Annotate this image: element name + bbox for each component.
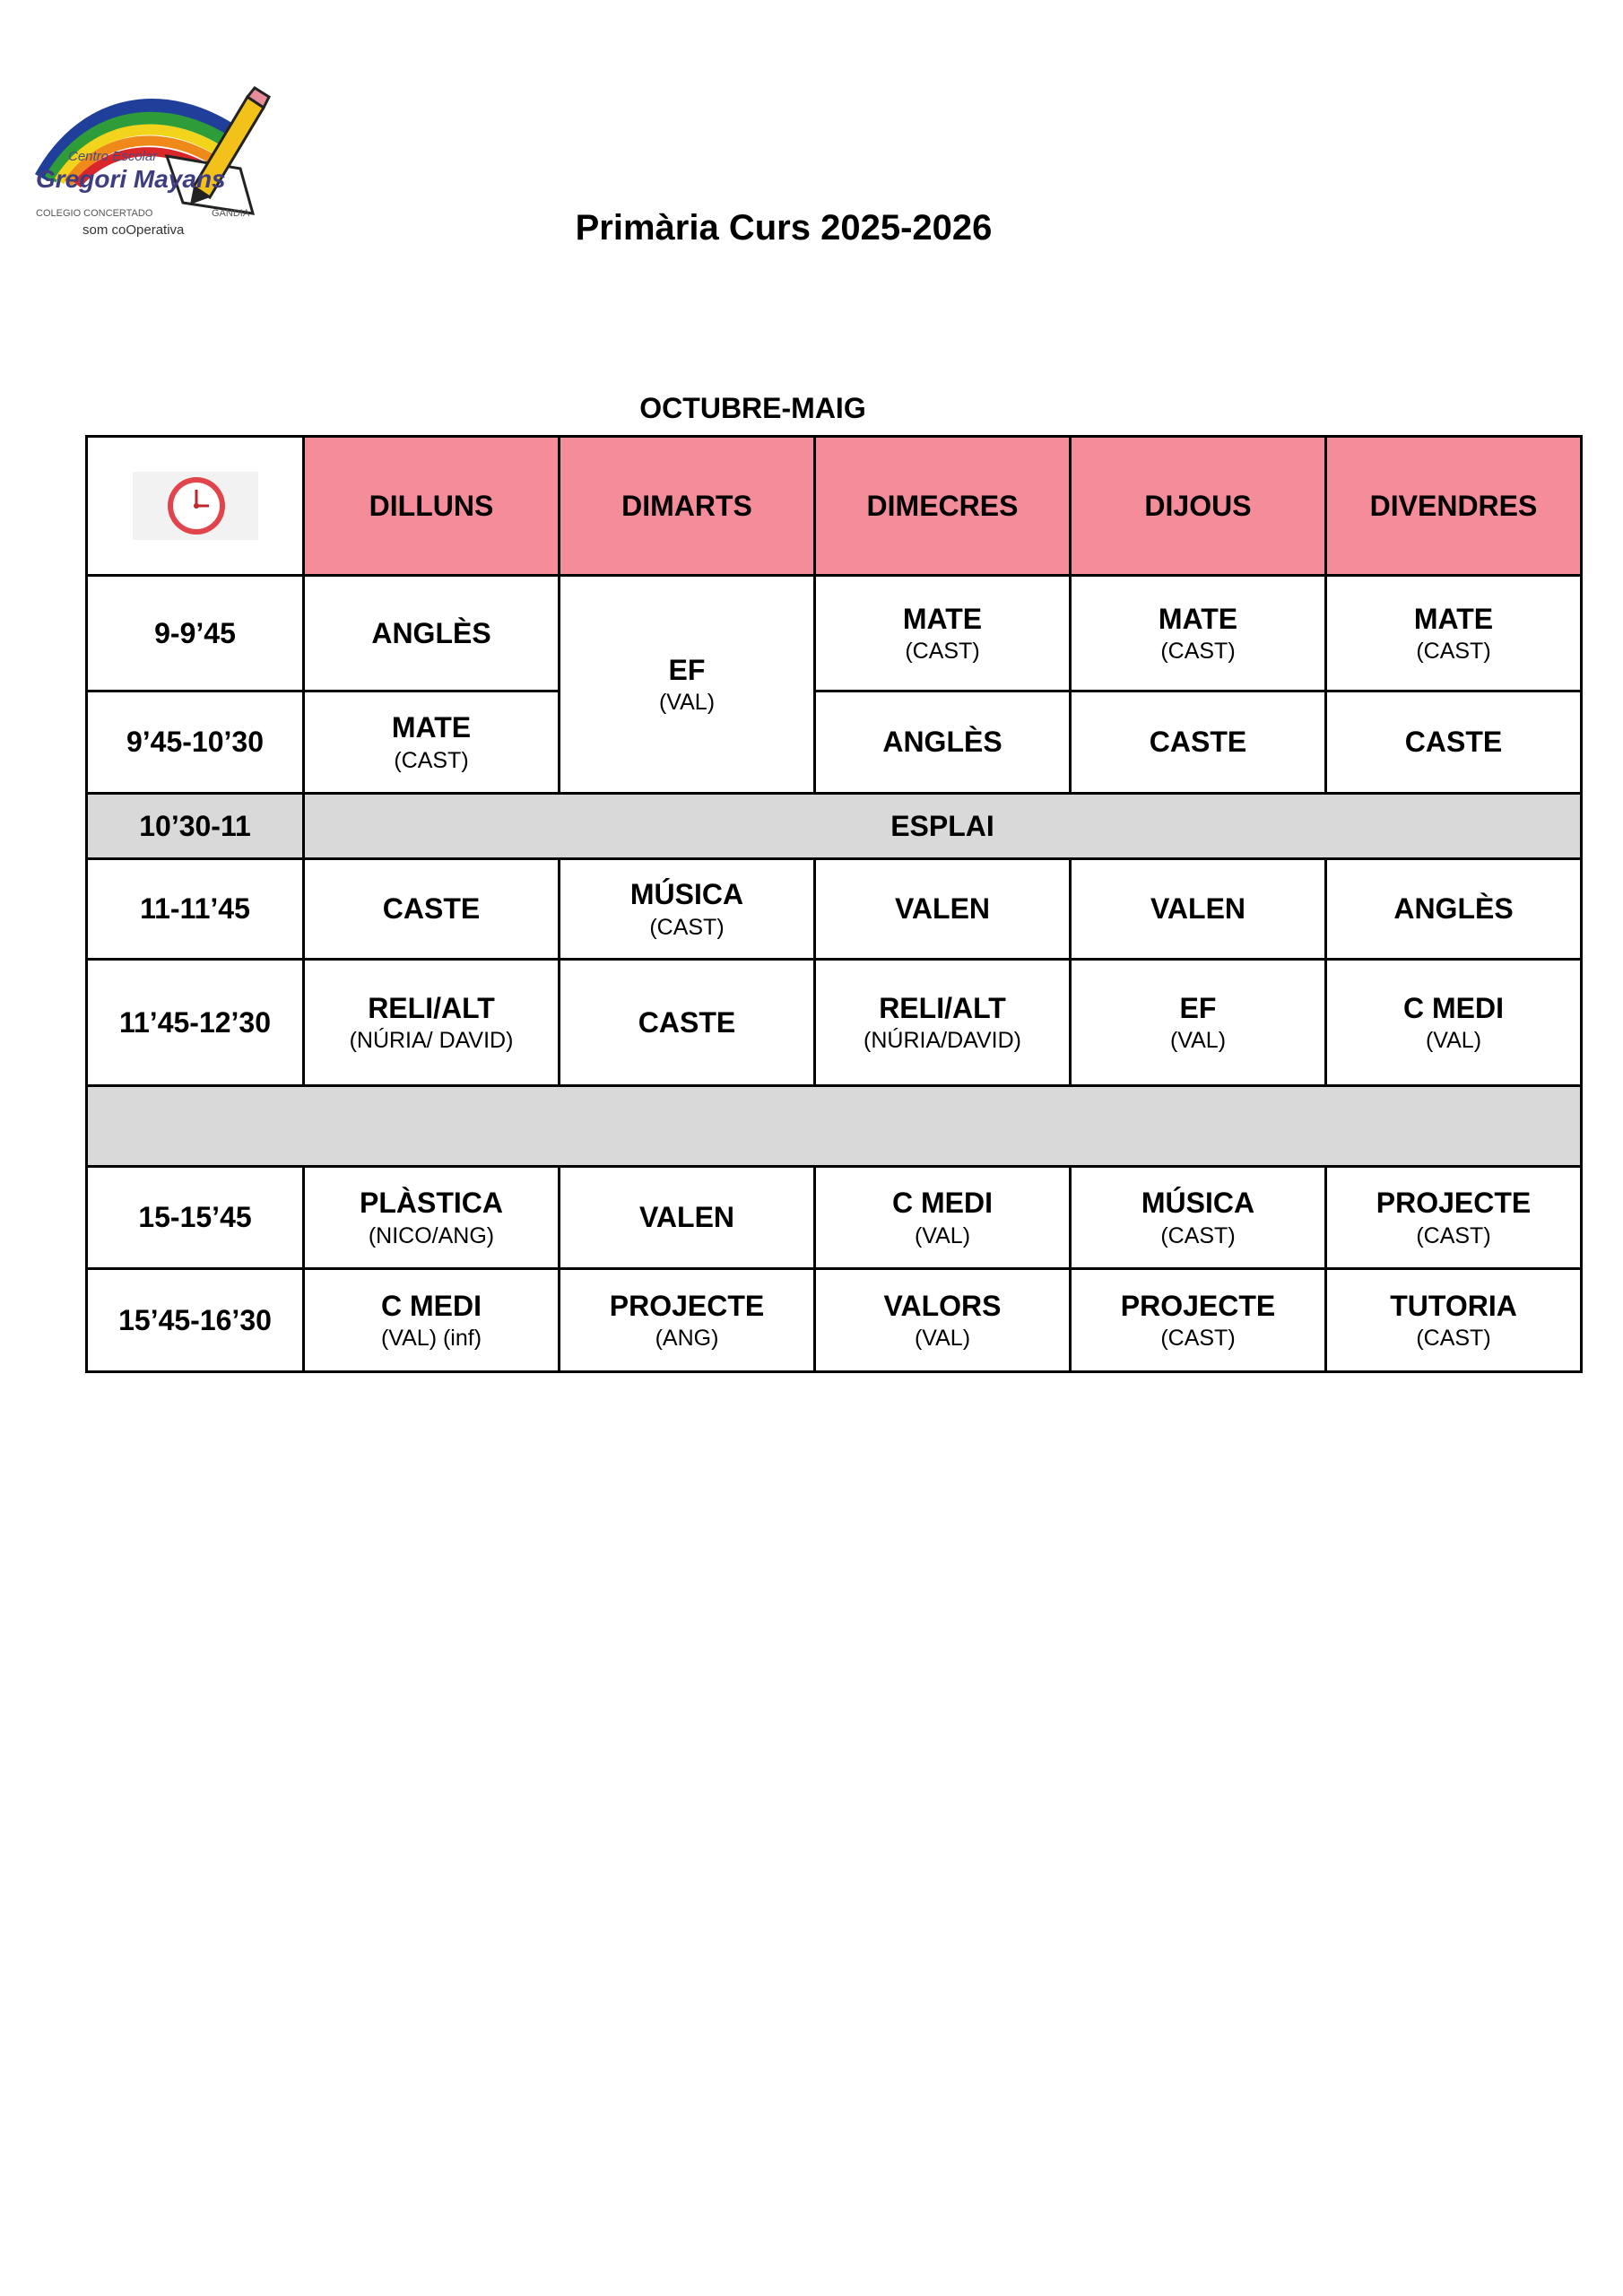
day-header-friday: DIVENDRES: [1326, 437, 1582, 576]
subject-note: (CAST): [1160, 1326, 1236, 1352]
lesson-cell: [1071, 1167, 1326, 1269]
lesson-cell: [1071, 691, 1326, 794]
subject-note: (CAST): [1160, 1222, 1236, 1248]
subject: CASTE: [638, 1005, 736, 1039]
lesson-cell: [1326, 691, 1582, 794]
table-row: [87, 576, 1582, 691]
subject-note: (VAL): [1169, 1028, 1227, 1054]
lesson-cell: [1071, 576, 1326, 691]
subject-note: (CAST): [1416, 1326, 1491, 1352]
time-cell: 9’45-10’30: [87, 691, 304, 794]
subject: CASTE: [382, 892, 481, 926]
subject: C MEDI: [1403, 991, 1504, 1024]
subject: C MEDI: [381, 1289, 482, 1322]
subject: MATE: [1158, 602, 1238, 635]
subject-note: (NÚRIA/ DAVID): [349, 1028, 514, 1054]
clock-icon: [133, 472, 258, 540]
subject-note: (VAL): [658, 690, 716, 716]
subject: RELI/ALT: [368, 991, 495, 1024]
time-header-cell: [87, 437, 304, 576]
day-header-wednesday: DIMECRES: [815, 437, 1071, 576]
subject-note: (ANG): [655, 1326, 719, 1352]
lesson-cell: [304, 691, 560, 794]
lesson-cell: [560, 576, 815, 794]
subject-note: (CAST): [394, 747, 469, 773]
lesson-cell: [815, 859, 1071, 960]
period-title: OCTUBRE-MAIG: [639, 392, 866, 424]
subject: VALEN: [638, 1201, 735, 1234]
subject: VALEN: [1150, 892, 1246, 926]
subject: TUTORIA: [1390, 1289, 1517, 1322]
break-cell: ESPLAI: [304, 794, 1582, 859]
day-header-monday: DILLUNS: [304, 437, 560, 576]
subject-note: (NICO/ANG): [368, 1222, 495, 1248]
subject: VALORS: [883, 1289, 1002, 1322]
logo-text-line3: COLEGIO CONCERTADO: [36, 208, 153, 219]
logo-text-line2: Gregori Mayans: [36, 165, 226, 193]
subject-note: (CAST): [1416, 639, 1491, 665]
lesson-cell: [815, 576, 1071, 691]
lesson-cell: [1071, 960, 1326, 1086]
subject: MÚSICA: [1141, 1187, 1255, 1220]
lesson-cell: [815, 1167, 1071, 1269]
subject: C MEDI: [892, 1187, 993, 1220]
subject: MÚSICA: [629, 878, 744, 911]
lesson-cell: [560, 1167, 815, 1269]
lesson-cell: [304, 1269, 560, 1372]
subject: CASTE: [1404, 726, 1503, 759]
table-row: [87, 691, 1582, 794]
logo-text-line5: som coOperativa: [82, 222, 185, 238]
timetable: [85, 435, 1583, 1373]
time-cell: 11’45-12’30: [87, 960, 304, 1086]
break-row: [87, 794, 1582, 859]
subject-note: (CAST): [1416, 1222, 1491, 1248]
subject: MATE: [902, 602, 983, 635]
lesson-cell: [1326, 1167, 1582, 1269]
lesson-cell: [815, 1269, 1071, 1372]
day-header-thursday: DIJOUS: [1071, 437, 1326, 576]
subject: PROJECTE: [1120, 1289, 1276, 1322]
lunch-break-cell: [87, 1086, 1582, 1167]
subject-note: (CAST): [1160, 639, 1236, 665]
lesson-cell: [1071, 1269, 1326, 1372]
page-title: Primària Curs 2025-2026: [575, 208, 993, 248]
lesson-cell: [1326, 1269, 1582, 1372]
subject-note: (VAL): [914, 1222, 971, 1248]
subject: RELI/ALT: [879, 991, 1006, 1024]
time-cell: 15’45-16’30: [87, 1269, 304, 1372]
lesson-cell: [815, 691, 1071, 794]
lesson-cell: [304, 576, 560, 691]
subject-note: (CAST): [905, 639, 980, 665]
subject-note: (VAL) (inf): [380, 1326, 482, 1352]
subject-note: (NÚRIA/DAVID): [864, 1028, 1021, 1054]
time-cell: 10’30-11: [87, 794, 304, 859]
lesson-cell: [1071, 859, 1326, 960]
subject: PLÀSTICA: [360, 1187, 503, 1220]
subject: ANGLÈS: [882, 726, 1002, 759]
table-row: [87, 1269, 1582, 1372]
subject: MATE: [1413, 602, 1494, 635]
subject: ANGLÈS: [371, 616, 491, 649]
subject: PROJECTE: [1376, 1187, 1532, 1220]
lesson-cell: [304, 960, 560, 1086]
time-cell: 9-9’45: [87, 576, 304, 691]
subject: EF: [1179, 991, 1217, 1024]
lesson-cell: [560, 859, 815, 960]
table-row: [87, 1167, 1582, 1269]
lesson-cell: [1326, 960, 1582, 1086]
lesson-cell: [560, 960, 815, 1086]
subject: EF: [668, 653, 706, 686]
lesson-cell: [1326, 859, 1582, 960]
subject: MATE: [391, 711, 472, 744]
table-row: [87, 960, 1582, 1086]
table-row: [87, 859, 1582, 960]
subject-note: (VAL): [914, 1326, 971, 1352]
lesson-cell: [815, 960, 1071, 1086]
subject: PROJECTE: [609, 1289, 765, 1322]
day-header-tuesday: DIMARTS: [560, 437, 815, 576]
lesson-cell: [304, 1167, 560, 1269]
lunch-break-row: [87, 1086, 1582, 1167]
logo-text-line4: GANDIA: [212, 208, 250, 219]
subject: ANGLÈS: [1393, 892, 1514, 926]
lesson-cell: [304, 859, 560, 960]
subject-note: (VAL): [1425, 1028, 1482, 1054]
time-cell: 15-15’45: [87, 1167, 304, 1269]
subject-note: (CAST): [649, 914, 725, 940]
subject: VALEN: [894, 892, 991, 926]
lesson-cell: [560, 1269, 815, 1372]
header-row: [87, 437, 1582, 576]
lesson-cell: [1326, 576, 1582, 691]
time-cell: 11-11’45: [87, 859, 304, 960]
subject: CASTE: [1149, 726, 1247, 759]
logo-text-line1: Centro Escolar: [68, 149, 158, 164]
